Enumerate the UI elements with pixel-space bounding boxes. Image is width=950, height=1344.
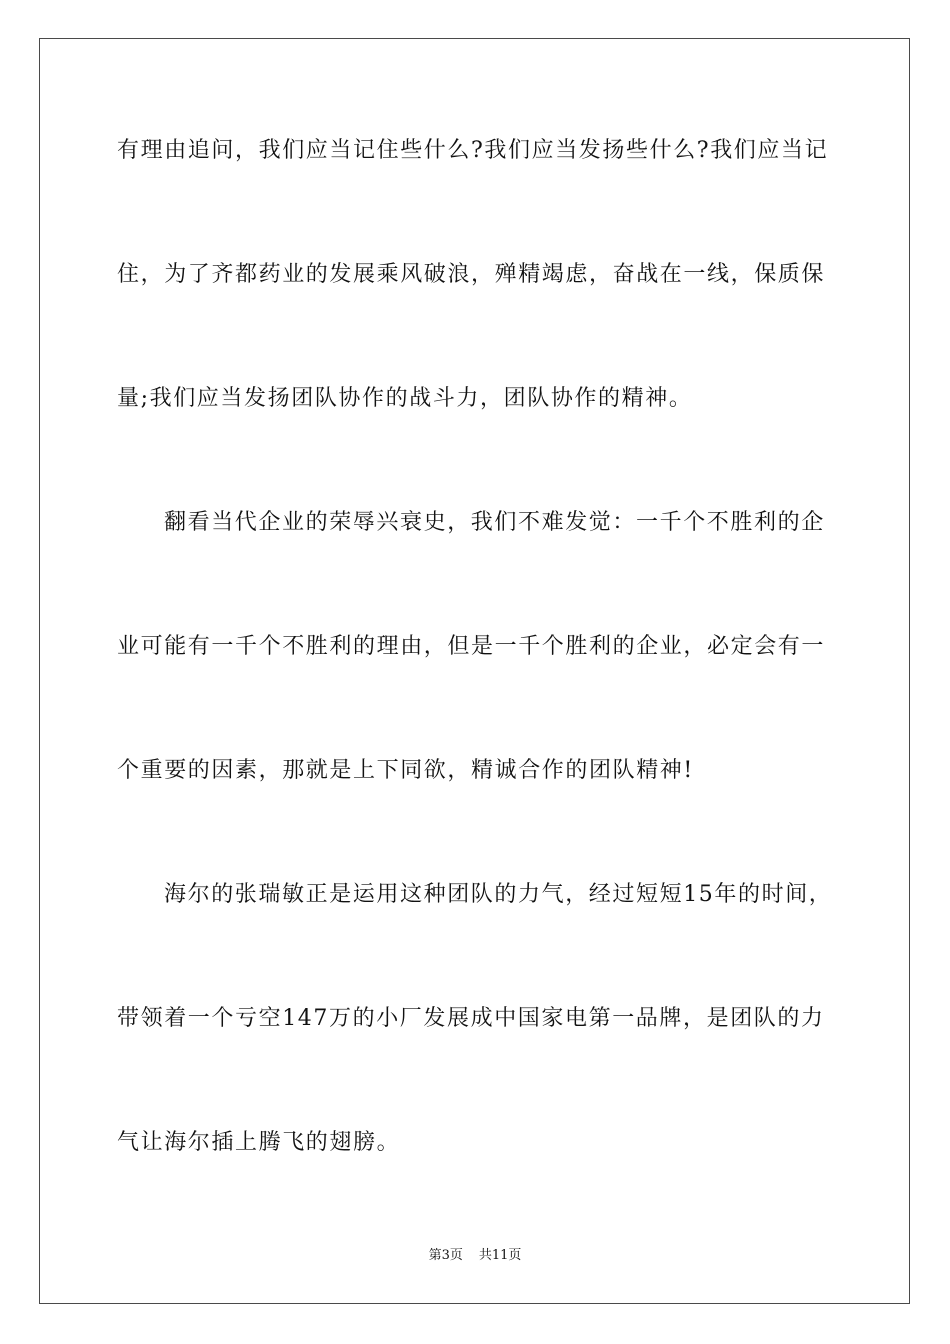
paragraph-line-2: 住，为了齐都药业的发展乘风破浪，殚精竭虑，奋战在一线，保质保 [117,262,826,287]
paragraph-line-3: 量;我们应当发扬团队协作的战斗力，团队协作的精神。 [117,386,693,411]
paragraph-line-6: 个重要的因素，那就是上下同欲，精诚合作的团队精神! [117,758,694,783]
page-number: 第3页 [428,1248,463,1263]
total-pages: 共11页 [478,1248,522,1263]
paragraph-line-1: 有理由追问，我们应当记住些什么?我们应当发扬些什么?我们应当记 [117,138,829,163]
paragraph-line-7: 海尔的张瑞敏正是运用这种团队的力气，经过短短15年的时间， [164,882,833,907]
paragraph-line-4: 翻看当代企业的荣辱兴衰史，我们不难发觉：一千个不胜利的企 [164,510,825,535]
page-footer [0,1248,950,1264]
paragraph-line-8: 带领着一个亏空147万的小厂发展成中国家电第一品牌，是团队的力 [117,1006,825,1031]
paragraph-line-9: 气让海尔插上腾飞的翅膀。 [117,1130,401,1155]
paragraph-line-5: 业可能有一千个不胜利的理由，但是一千个胜利的企业，必定会有一 [117,634,826,659]
page-border [39,38,910,1304]
